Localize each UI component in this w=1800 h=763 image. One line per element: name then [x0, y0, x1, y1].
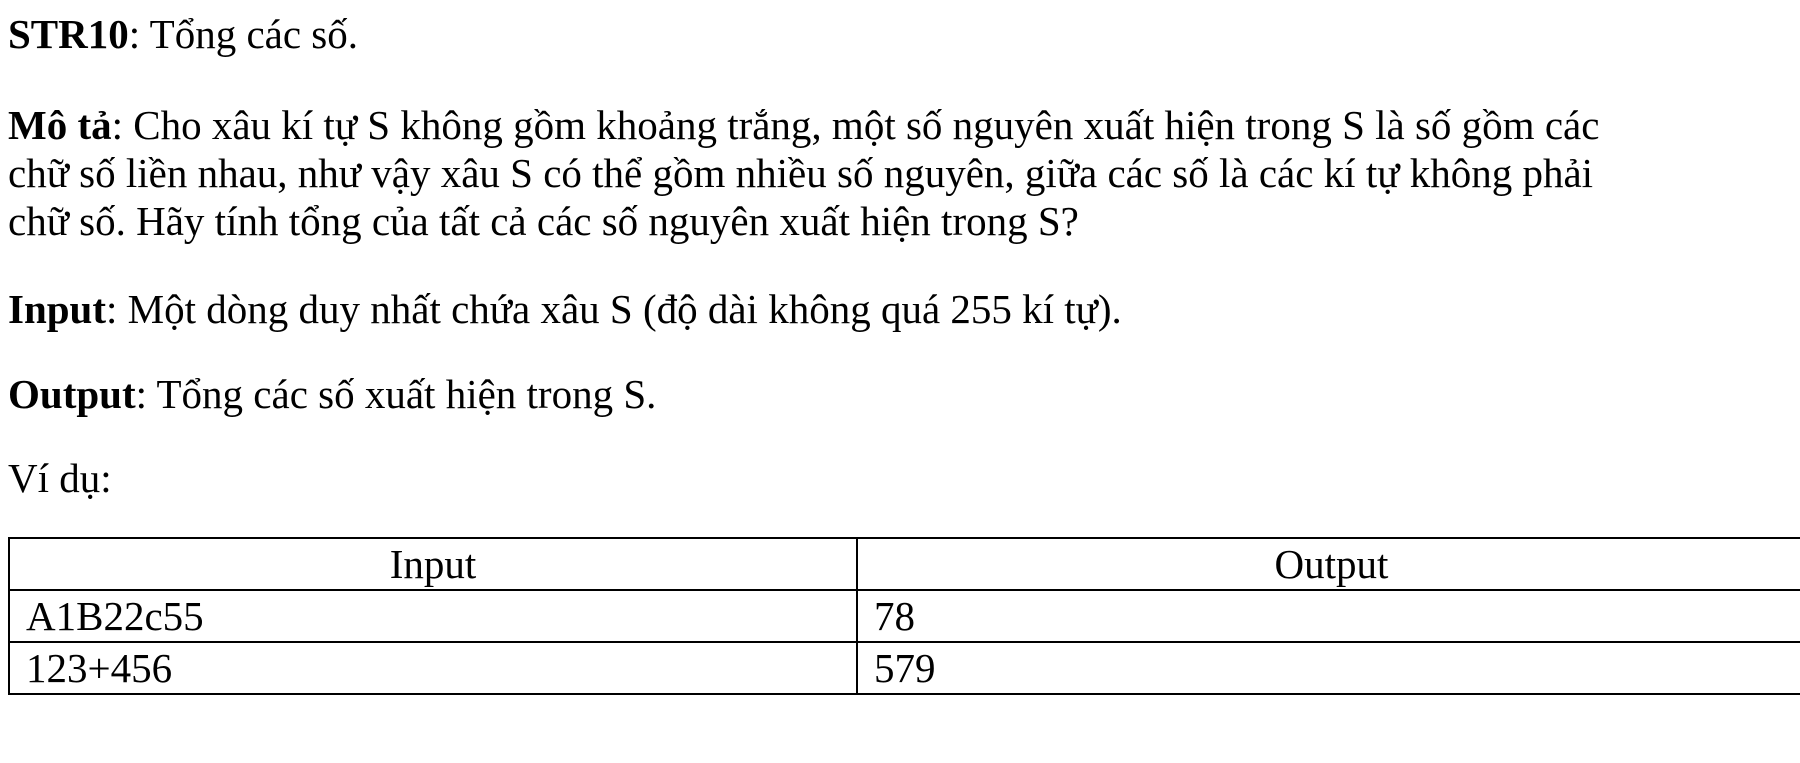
table-cell-output: 579 — [857, 642, 1800, 694]
description-section — [8, 101, 1800, 245]
examples-table — [8, 537, 1800, 695]
table-header-row — [9, 538, 1800, 590]
table-header-input: Input — [9, 538, 857, 590]
description-line: chữ số liền nhau, như vậy xâu S có thể gồm nhiều số nguyên, giữa các số là các kí tự không phải — [8, 150, 1594, 197]
example-label: Ví dụ: — [8, 454, 112, 501]
description-label: Mô tả — [8, 102, 112, 149]
input-spec-text: : Một dòng duy nhất chứa xâu S (độ dài không quá 255 kí tự). — [106, 286, 1122, 333]
description-line: chữ số. Hãy tính tổng của tất cả các số nguyên xuất hiện trong S? — [8, 198, 1079, 245]
problem-code: STR10 — [8, 11, 129, 57]
output-spec-label: Output — [8, 371, 136, 418]
input-spec-label: Input — [8, 286, 107, 333]
table-header-output: Output — [857, 538, 1800, 590]
problem-title — [8, 10, 1800, 59]
output-spec-text: : Tổng các số xuất hiện trong S. — [135, 371, 657, 418]
description-text-1: : Cho xâu kí tự S không gồm khoảng trắng, một số nguyên xuất hiện trong S là số gồm các — [111, 102, 1600, 149]
problem-title-text: : Tổng các số. — [128, 11, 359, 57]
table-cell-input: 123+456 — [9, 642, 857, 694]
output-spec — [8, 370, 1800, 419]
table-cell-output: 78 — [857, 590, 1800, 642]
input-spec — [8, 285, 1800, 334]
table-row — [9, 642, 1800, 694]
description-line — [8, 101, 1800, 149]
table-cell-input: A1B22c55 — [9, 590, 857, 642]
table-row — [9, 590, 1800, 642]
